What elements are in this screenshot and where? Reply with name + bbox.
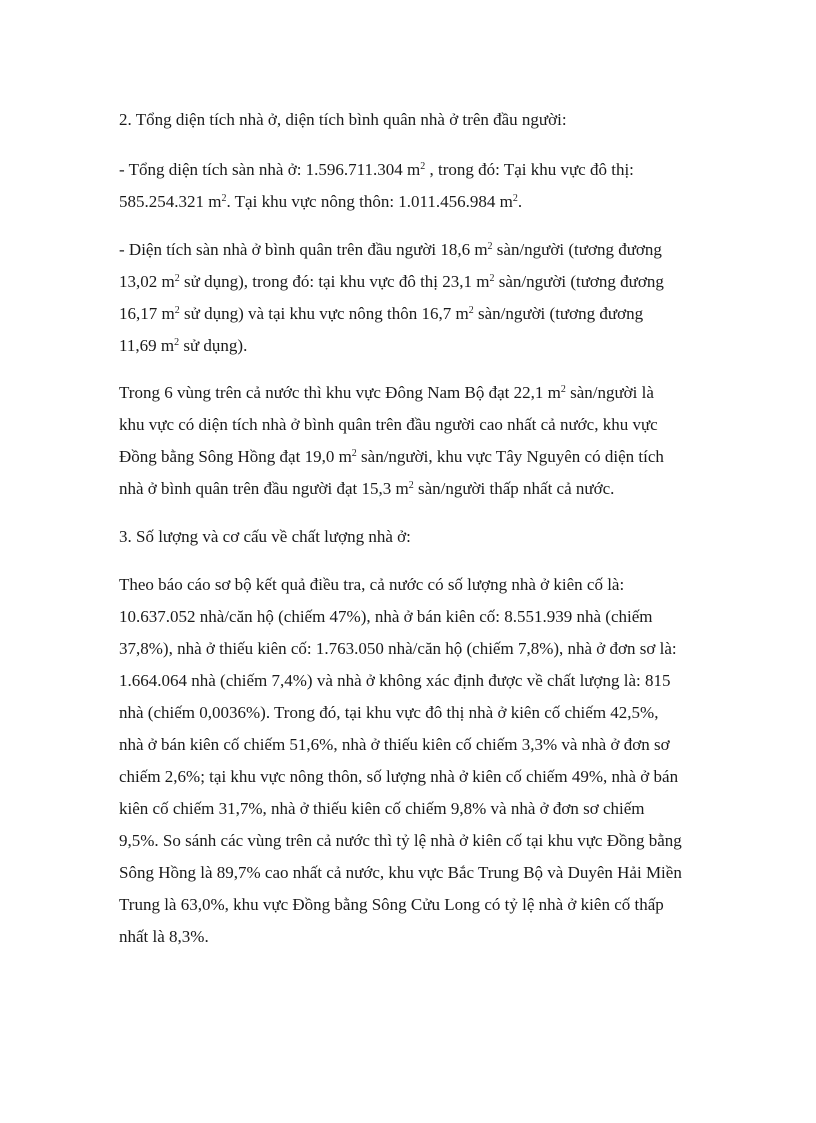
total-area-line-1: - Tổng diện tích sàn nhà ở: 1.596.711.304 $m^2$ , trong đó: Tại khu vực đô thị:	[119, 160, 634, 179]
quality-line: nhà ở bán kiên cố chiếm 51,6%, nhà ở thiếu kiên cố chiếm 3,3% và nhà ở đơn sơ	[119, 735, 670, 754]
regions-line-2: khu vực có diện tích nhà ở bình quân trên đầu người cao nhất cả nước, khu vực	[119, 415, 658, 434]
section-3-heading: 3. Số lượng và cơ cấu về chất lượng nhà ở:	[119, 527, 411, 546]
regions-line-3: Đồng bằng Sông Hồng đạt 19,0 $m^2$ sàn/người, khu vực Tây Nguyên có diện tích	[119, 447, 664, 466]
quality-line: 10.637.052 nhà/căn hộ (chiếm 47%), nhà ở bán kiên cố: 8.551.939 nhà (chiếm	[119, 607, 653, 626]
per-capita-line-1: - Diện tích sàn nhà ở bình quân trên đầu người 18,6 $m^2$ sàn/người (tương đương	[119, 240, 662, 259]
quality-line: Theo báo cáo sơ bộ kết quả điều tra, cả nước có số lượng nhà ở kiên cố là:	[119, 575, 625, 594]
document-body	[119, 104, 719, 953]
per-capita-paragraph	[119, 234, 719, 362]
quality-line: nhà (chiếm 0,0036%). Trong đó, tại khu vực đô thị nhà ở kiên cố chiếm 42,5%,	[119, 703, 659, 722]
regions-line-4: nhà ở bình quân trên đầu người đạt 15,3 $m^2$ sàn/người thấp nhất cả nước.	[119, 479, 615, 498]
regions-line-1: Trong 6 vùng trên cả nước thì khu vực Đông Nam Bộ đạt 22,1 $m^2$ sàn/người là	[119, 383, 654, 402]
regions-paragraph	[119, 377, 719, 505]
per-capita-line-4: 11,69 $m^2$ sử dụng).	[119, 336, 248, 355]
quality-line: Sông Hồng là 89,7% cao nhất cả nước, khu vực Bắc Trung Bộ và Duyên Hải Miền	[119, 863, 682, 882]
per-capita-line-2: 13,02 $m^2$ sử dụng), trong đó: tại khu vực đô thị 23,1 $m^2$ sàn/người (tương đương	[119, 272, 664, 291]
per-capita-line-3: 16,17 $m^2$ sử dụng) và tại khu vực nông thôn 16,7 $m^2$ sàn/người (tương đương	[119, 304, 644, 323]
section-2-heading: 2. Tổng diện tích nhà ở, diện tích bình quân nhà ở trên đầu người:	[119, 110, 567, 129]
quality-paragraph	[119, 569, 719, 953]
total-area-line-2: 585.254.321 $m^2$. Tại khu vực nông thôn: 1.011.456.984 $m^2$.	[119, 192, 523, 211]
quality-line: Trung là 63,0%, khu vực Đồng bằng Sông Cửu Long có tỷ lệ nhà ở kiên cố thấp	[119, 895, 664, 914]
quality-line: 1.664.064 nhà (chiếm 7,4%) và nhà ở không xác định được về chất lượng là: 815	[119, 671, 671, 690]
quality-line: nhất là 8,3%.	[119, 927, 209, 946]
quality-line: 9,5%. So sánh các vùng trên cả nước thì tỷ lệ nhà ở kiên cố tại khu vực Đồng bằng	[119, 831, 682, 850]
total-area-paragraph	[119, 154, 719, 218]
quality-line: kiên cố chiếm 31,7%, nhà ở thiếu kiên cố chiếm 9,8% và nhà ở đơn sơ chiếm	[119, 799, 645, 818]
quality-line: 37,8%), nhà ở thiếu kiên cố: 1.763.050 nhà/căn hộ (chiếm 7,8%), nhà ở đơn sơ là:	[119, 639, 677, 658]
quality-line: chiếm 2,6%; tại khu vực nông thôn, số lượng nhà ở kiên cố chiếm 49%, nhà ở bán	[119, 767, 679, 786]
